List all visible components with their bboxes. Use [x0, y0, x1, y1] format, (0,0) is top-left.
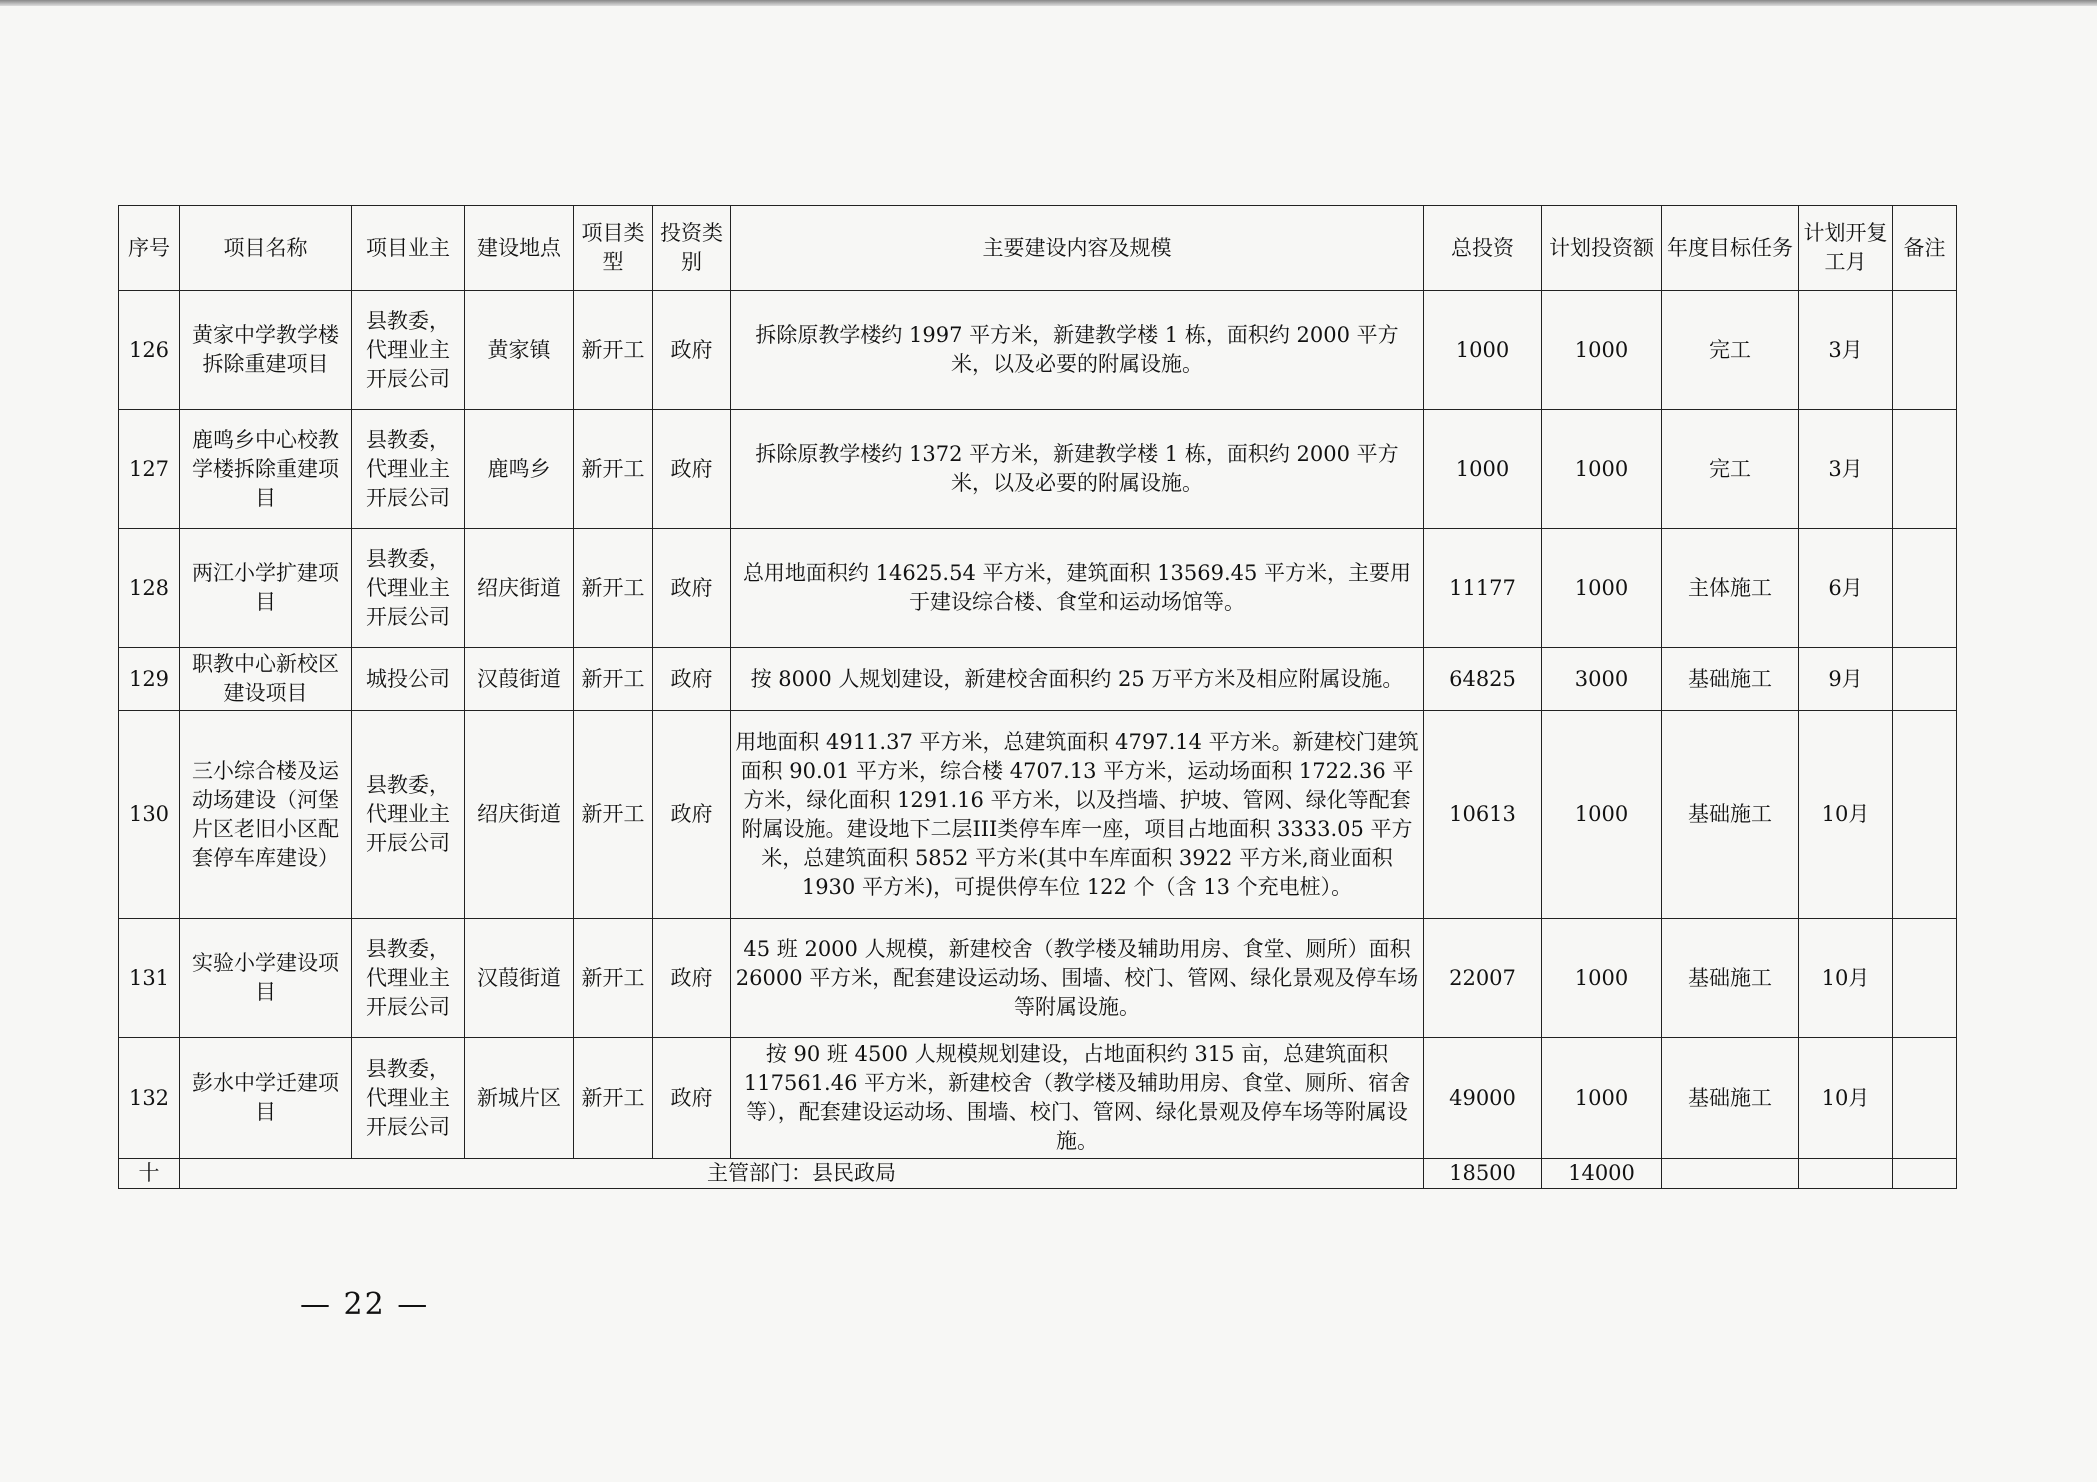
cell-project-type: 新开工 [574, 410, 653, 529]
cell-total-investment: 18500 [1424, 1159, 1542, 1189]
cell-remark [1893, 1159, 1957, 1189]
cell-project-type: 新开工 [574, 648, 653, 711]
header-project-type: 项目类型 [574, 206, 653, 291]
cell-total-investment: 1000 [1424, 410, 1542, 529]
header-total-investment: 总投资 [1424, 206, 1542, 291]
page-number: — 22 — [300, 1287, 430, 1322]
header-start-month: 计划开复工月 [1799, 206, 1893, 291]
cell-planned-investment: 1000 [1542, 919, 1662, 1038]
cell-seq: 129 [119, 648, 180, 711]
cell-owner: 县教委，代理业主开辰公司 [352, 291, 465, 410]
table-total-row [119, 1159, 1957, 1189]
cell-project-type: 新开工 [574, 291, 653, 410]
cell-name: 职教中心新校区建设项目 [180, 648, 352, 711]
cell-planned-investment: 1000 [1542, 291, 1662, 410]
cell-investment-type: 政府 [653, 291, 731, 410]
table-row [119, 529, 1957, 648]
table-row [119, 1038, 1957, 1159]
cell-start-month: 9月 [1799, 648, 1893, 711]
cell-location: 黄家镇 [465, 291, 574, 410]
cell-investment-type: 政府 [653, 1038, 731, 1159]
table-row [119, 410, 1957, 529]
cell-annual-target: 主体施工 [1662, 529, 1799, 648]
cell-name: 彭水中学迁建项目 [180, 1038, 352, 1159]
cell-annual-target [1662, 1159, 1799, 1189]
cell-annual-target: 完工 [1662, 291, 1799, 410]
cell-content: 拆除原教学楼约 1997 平方米，新建教学楼 1 栋，面积约 2000 平方米，以及必要的附属设施。 [731, 291, 1424, 410]
cell-project-type: 新开工 [574, 1038, 653, 1159]
cell-content: 总用地面积约 14625.54 平方米，建筑面积 13569.45 平方米，主要用于建设综合楼、食堂和运动场馆等。 [731, 529, 1424, 648]
cell-seq: 131 [119, 919, 180, 1038]
header-owner: 项目业主 [352, 206, 465, 291]
cell-investment-type: 政府 [653, 919, 731, 1038]
cell-location: 汉葭街道 [465, 919, 574, 1038]
cell-project-type: 新开工 [574, 711, 653, 919]
header-content: 主要建设内容及规模 [731, 206, 1424, 291]
cell-total-investment: 49000 [1424, 1038, 1542, 1159]
table-row [119, 919, 1957, 1038]
cell-seq: 128 [119, 529, 180, 648]
cell-seq: 132 [119, 1038, 180, 1159]
header-investment-type: 投资类别 [653, 206, 731, 291]
cell-remark [1893, 529, 1957, 648]
cell-content: 按 90 班 4500 人规模规划建设，占地面积约 315 亩，总建筑面积 117561.46 平方米，新建校舍（教学楼及辅助用房、食堂、厕所、宿舍等），配套建设运动场、围墙、校门、管网、绿化景观及停车场等附属设施。 [731, 1038, 1424, 1159]
cell-planned-investment: 1000 [1542, 410, 1662, 529]
cell-investment-type: 政府 [653, 529, 731, 648]
cell-remark [1893, 1038, 1957, 1159]
cell-content: 按 8000 人规划建设，新建校舍面积约 25 万平方米及相应附属设施。 [731, 648, 1424, 711]
cell-location: 新城片区 [465, 1038, 574, 1159]
cell-start-month: 10月 [1799, 711, 1893, 919]
header-planned-investment: 计划投资额 [1542, 206, 1662, 291]
cell-planned-investment: 1000 [1542, 529, 1662, 648]
cell-annual-target: 基础施工 [1662, 648, 1799, 711]
cell-owner: 县教委，代理业主开辰公司 [352, 919, 465, 1038]
cell-start-month: 10月 [1799, 919, 1893, 1038]
cell-name: 黄家中学教学楼拆除重建项目 [180, 291, 352, 410]
cell-annual-target: 基础施工 [1662, 919, 1799, 1038]
cell-owner: 县教委，代理业主开辰公司 [352, 529, 465, 648]
cell-annual-target: 基础施工 [1662, 711, 1799, 919]
header-name: 项目名称 [180, 206, 352, 291]
cell-start-month: 3月 [1799, 410, 1893, 529]
project-table [118, 205, 1957, 1189]
cell-start-month: 3月 [1799, 291, 1893, 410]
cell-investment-type: 政府 [653, 711, 731, 919]
cell-investment-type: 政府 [653, 648, 731, 711]
header-seq: 序号 [119, 206, 180, 291]
cell-content: 45 班 2000 人规模，新建校舍（教学楼及辅助用房、食堂、厕所）面积 26000 平方米，配套建设运动场、围墙、校门、管网、绿化景观及停车场等附属设施。 [731, 919, 1424, 1038]
table-row [119, 711, 1957, 919]
cell-name: 鹿鸣乡中心校教学楼拆除重建项目 [180, 410, 352, 529]
cell-content: 拆除原教学楼约 1372 平方米，新建教学楼 1 栋，面积约 2000 平方米，以及必要的附属设施。 [731, 410, 1424, 529]
cell-remark [1893, 919, 1957, 1038]
cell-start-month: 10月 [1799, 1038, 1893, 1159]
cell-investment-type: 政府 [653, 410, 731, 529]
cell-seq: 130 [119, 711, 180, 919]
cell-project-type: 新开工 [574, 919, 653, 1038]
cell-name: 两江小学扩建项目 [180, 529, 352, 648]
cell-planned-investment: 1000 [1542, 1038, 1662, 1159]
header-annual-target: 年度目标任务 [1662, 206, 1799, 291]
cell-seq: 十 [119, 1159, 180, 1189]
cell-total-investment: 10613 [1424, 711, 1542, 919]
cell-annual-target: 完工 [1662, 410, 1799, 529]
cell-remark [1893, 648, 1957, 711]
cell-project-type: 新开工 [574, 529, 653, 648]
table-row [119, 291, 1957, 410]
cell-location: 绍庆街道 [465, 529, 574, 648]
cell-total-investment: 1000 [1424, 291, 1542, 410]
cell-owner: 县教委，代理业主开辰公司 [352, 1038, 465, 1159]
scan-top-edge [0, 0, 2097, 6]
cell-annual-target: 基础施工 [1662, 1038, 1799, 1159]
cell-total-investment: 64825 [1424, 648, 1542, 711]
cell-seq: 126 [119, 291, 180, 410]
cell-content: 用地面积 4911.37 平方米，总建筑面积 4797.14 平方米。新建校门建筑面积 90.01 平方米，综合楼 4707.13 平方米，运动场面积 1722.36 平方米，绿化面积 1291.16 平方米，以及挡墙、护坡、管网、绿化等配套附属设施。建设地下二层III类停车库一座，项目占地面积 3333.05 平方米，总建筑面积 5852 平方米(其中车库面积 3922 平方米,商业面积 1930 平方米)，可提供停车位 122 个（含 13 个充电桩）。 [731, 711, 1424, 919]
cell-total-investment: 22007 [1424, 919, 1542, 1038]
table-header [119, 206, 1957, 291]
table-row [119, 648, 1957, 711]
cell-department: 主管部门：县民政局 [180, 1159, 1424, 1189]
cell-remark [1893, 711, 1957, 919]
cell-remark [1893, 291, 1957, 410]
cell-remark [1893, 410, 1957, 529]
cell-owner: 城投公司 [352, 648, 465, 711]
header-location: 建设地点 [465, 206, 574, 291]
cell-planned-investment: 1000 [1542, 711, 1662, 919]
cell-planned-investment: 3000 [1542, 648, 1662, 711]
cell-seq: 127 [119, 410, 180, 529]
header-remark: 备注 [1893, 206, 1957, 291]
cell-total-investment: 11177 [1424, 529, 1542, 648]
cell-location: 绍庆街道 [465, 711, 574, 919]
cell-owner: 县教委，代理业主开辰公司 [352, 711, 465, 919]
cell-planned-investment: 14000 [1542, 1159, 1662, 1189]
cell-start-month: 6月 [1799, 529, 1893, 648]
cell-owner: 县教委，代理业主开辰公司 [352, 410, 465, 529]
cell-location: 汉葭街道 [465, 648, 574, 711]
cell-location: 鹿鸣乡 [465, 410, 574, 529]
cell-name: 实验小学建设项目 [180, 919, 352, 1038]
cell-start-month [1799, 1159, 1893, 1189]
table-body [119, 291, 1957, 1189]
cell-name: 三小综合楼及运动场建设（河堡片区老旧小区配套停车库建设） [180, 711, 352, 919]
